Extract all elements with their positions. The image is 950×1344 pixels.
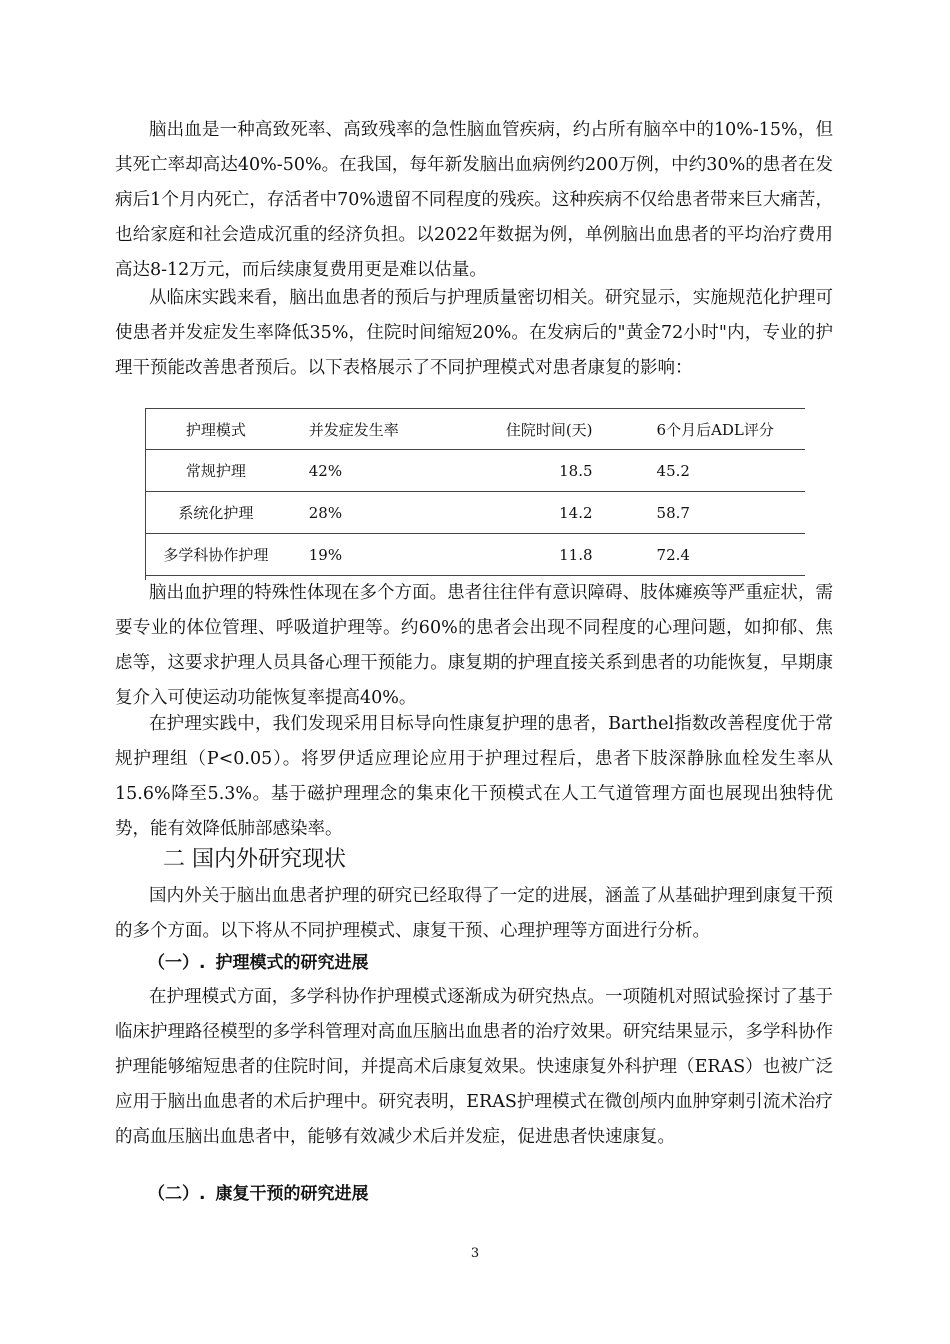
table-row [145,450,805,492]
table-row [145,534,805,576]
table-header-cell: 6个月后ADL评分 [611,409,805,450]
table-cell: 42% [287,450,484,492]
subsection-title: 护理模式的研究进展 [215,953,369,973]
paragraph-intro: 脑出血是一种高致死率、高致残率的急性脑血管疾病，约占所有脑卒中的10%-15%，但其死亡率却高达40%-50%。在我国，每年新发脑出血病例约200万例，中约30%的患者在发病后1个月内死亡，存活者中70%遗留不同程度的残疾。这种疾病不仅给患者带来巨大痛苦，也给家庭和社会造成沉重的经济负担。以2022年数据为例，单例脑出血患者的平均治疗费用高达8-12万元，而后续康复费用更是难以估量。 [115,120,833,280]
section-heading: 二 国内外研究现状 [163,847,346,872]
table-cell: 28% [287,492,484,534]
nursing-mode-table [145,408,805,576]
subsection-heading-nursing-mode [148,946,368,980]
paragraph-nursing-practice: 在护理实践中，我们发现采用目标导向性康复护理的患者，Barthel指数改善程度优于常规护理组（P<0.05）。将罗伊适应理论应用于护理过程后，患者下肢深静脉血栓发生率从15.6%降至5.3%。基于磁护理理念的集束化干预模式在人工气道管理方面也展现出独特优势，能有效降低肺部感染率。 [115,714,833,839]
table-cell: 系统化护理 [145,492,287,534]
table-header-cell: 并发症发生率 [287,409,484,450]
table-cell: 45.2 [611,450,805,492]
paragraph-nursing-mode-research: 在护理模式方面，多学科协作护理模式逐渐成为研究热点。一项随机对照试验探讨了基于临床护理路径模型的多学科管理对高血压脑出血患者的治疗效果。研究结果显示，多学科协作护理能够缩短患者的住院时间，并提高术后康复效果。快速康复外科护理（ERAS）也被广泛应用于脑出血患者的术后护理中。研究表明，ERAS护理模式在微创颅内血肿穿刺引流术治疗的高血压脑出血患者中，能够有效减少术后并发症，促进患者快速康复。 [115,987,833,1147]
table-header-cell: 住院时间(天) [483,409,610,450]
paragraph-clinical-practice: 从临床实践来看，脑出血患者的预后与护理质量密切相关。研究显示，实施规范化护理可使患者并发症发生率降低35%，住院时间缩短20%。在发病后的"黄金72小时"内，专业的护理干预能改善患者预后。以下表格展示了不同护理模式对患者康复的影响： [115,288,833,378]
paragraph-special-nursing: 脑出血护理的特殊性体现在多个方面。患者往往伴有意识障碍、肢体瘫痪等严重症状，需要专业的体位管理、呼吸道护理等。约60%的患者会出现不同程度的心理问题，如抑郁、焦虑等，这要求护理人员具备心理干预能力。康复期的护理直接关系到患者的功能恢复，早期康复介入可使运动功能恢复率提高40%。 [115,583,833,708]
subsection-number: （二）. [148,1184,206,1204]
table-header-row [145,409,805,450]
table-cell: 常规护理 [145,450,287,492]
subsection-title: 康复干预的研究进展 [215,1184,369,1204]
table-cell: 58.7 [611,492,805,534]
subsection-number: （一）. [148,953,206,973]
table-cell: 72.4 [611,534,805,576]
subsection-heading-rehab [148,1177,368,1211]
table-cell: 18.5 [483,450,610,492]
table-cell: 14.2 [483,492,610,534]
page-number: 3 [470,1246,480,1261]
table-cell: 19% [287,534,484,576]
paragraph-research-overview: 国内外关于脑出血患者护理的研究已经取得了一定的进展，涵盖了从基础护理到康复干预的多个方面。以下将从不同护理模式、康复干预、心理护理等方面进行分析。 [115,886,833,941]
table-cell: 11.8 [483,534,610,576]
table-cell: 多学科协作护理 [145,534,287,576]
table-row [145,492,805,534]
table-header-cell: 护理模式 [145,409,287,450]
